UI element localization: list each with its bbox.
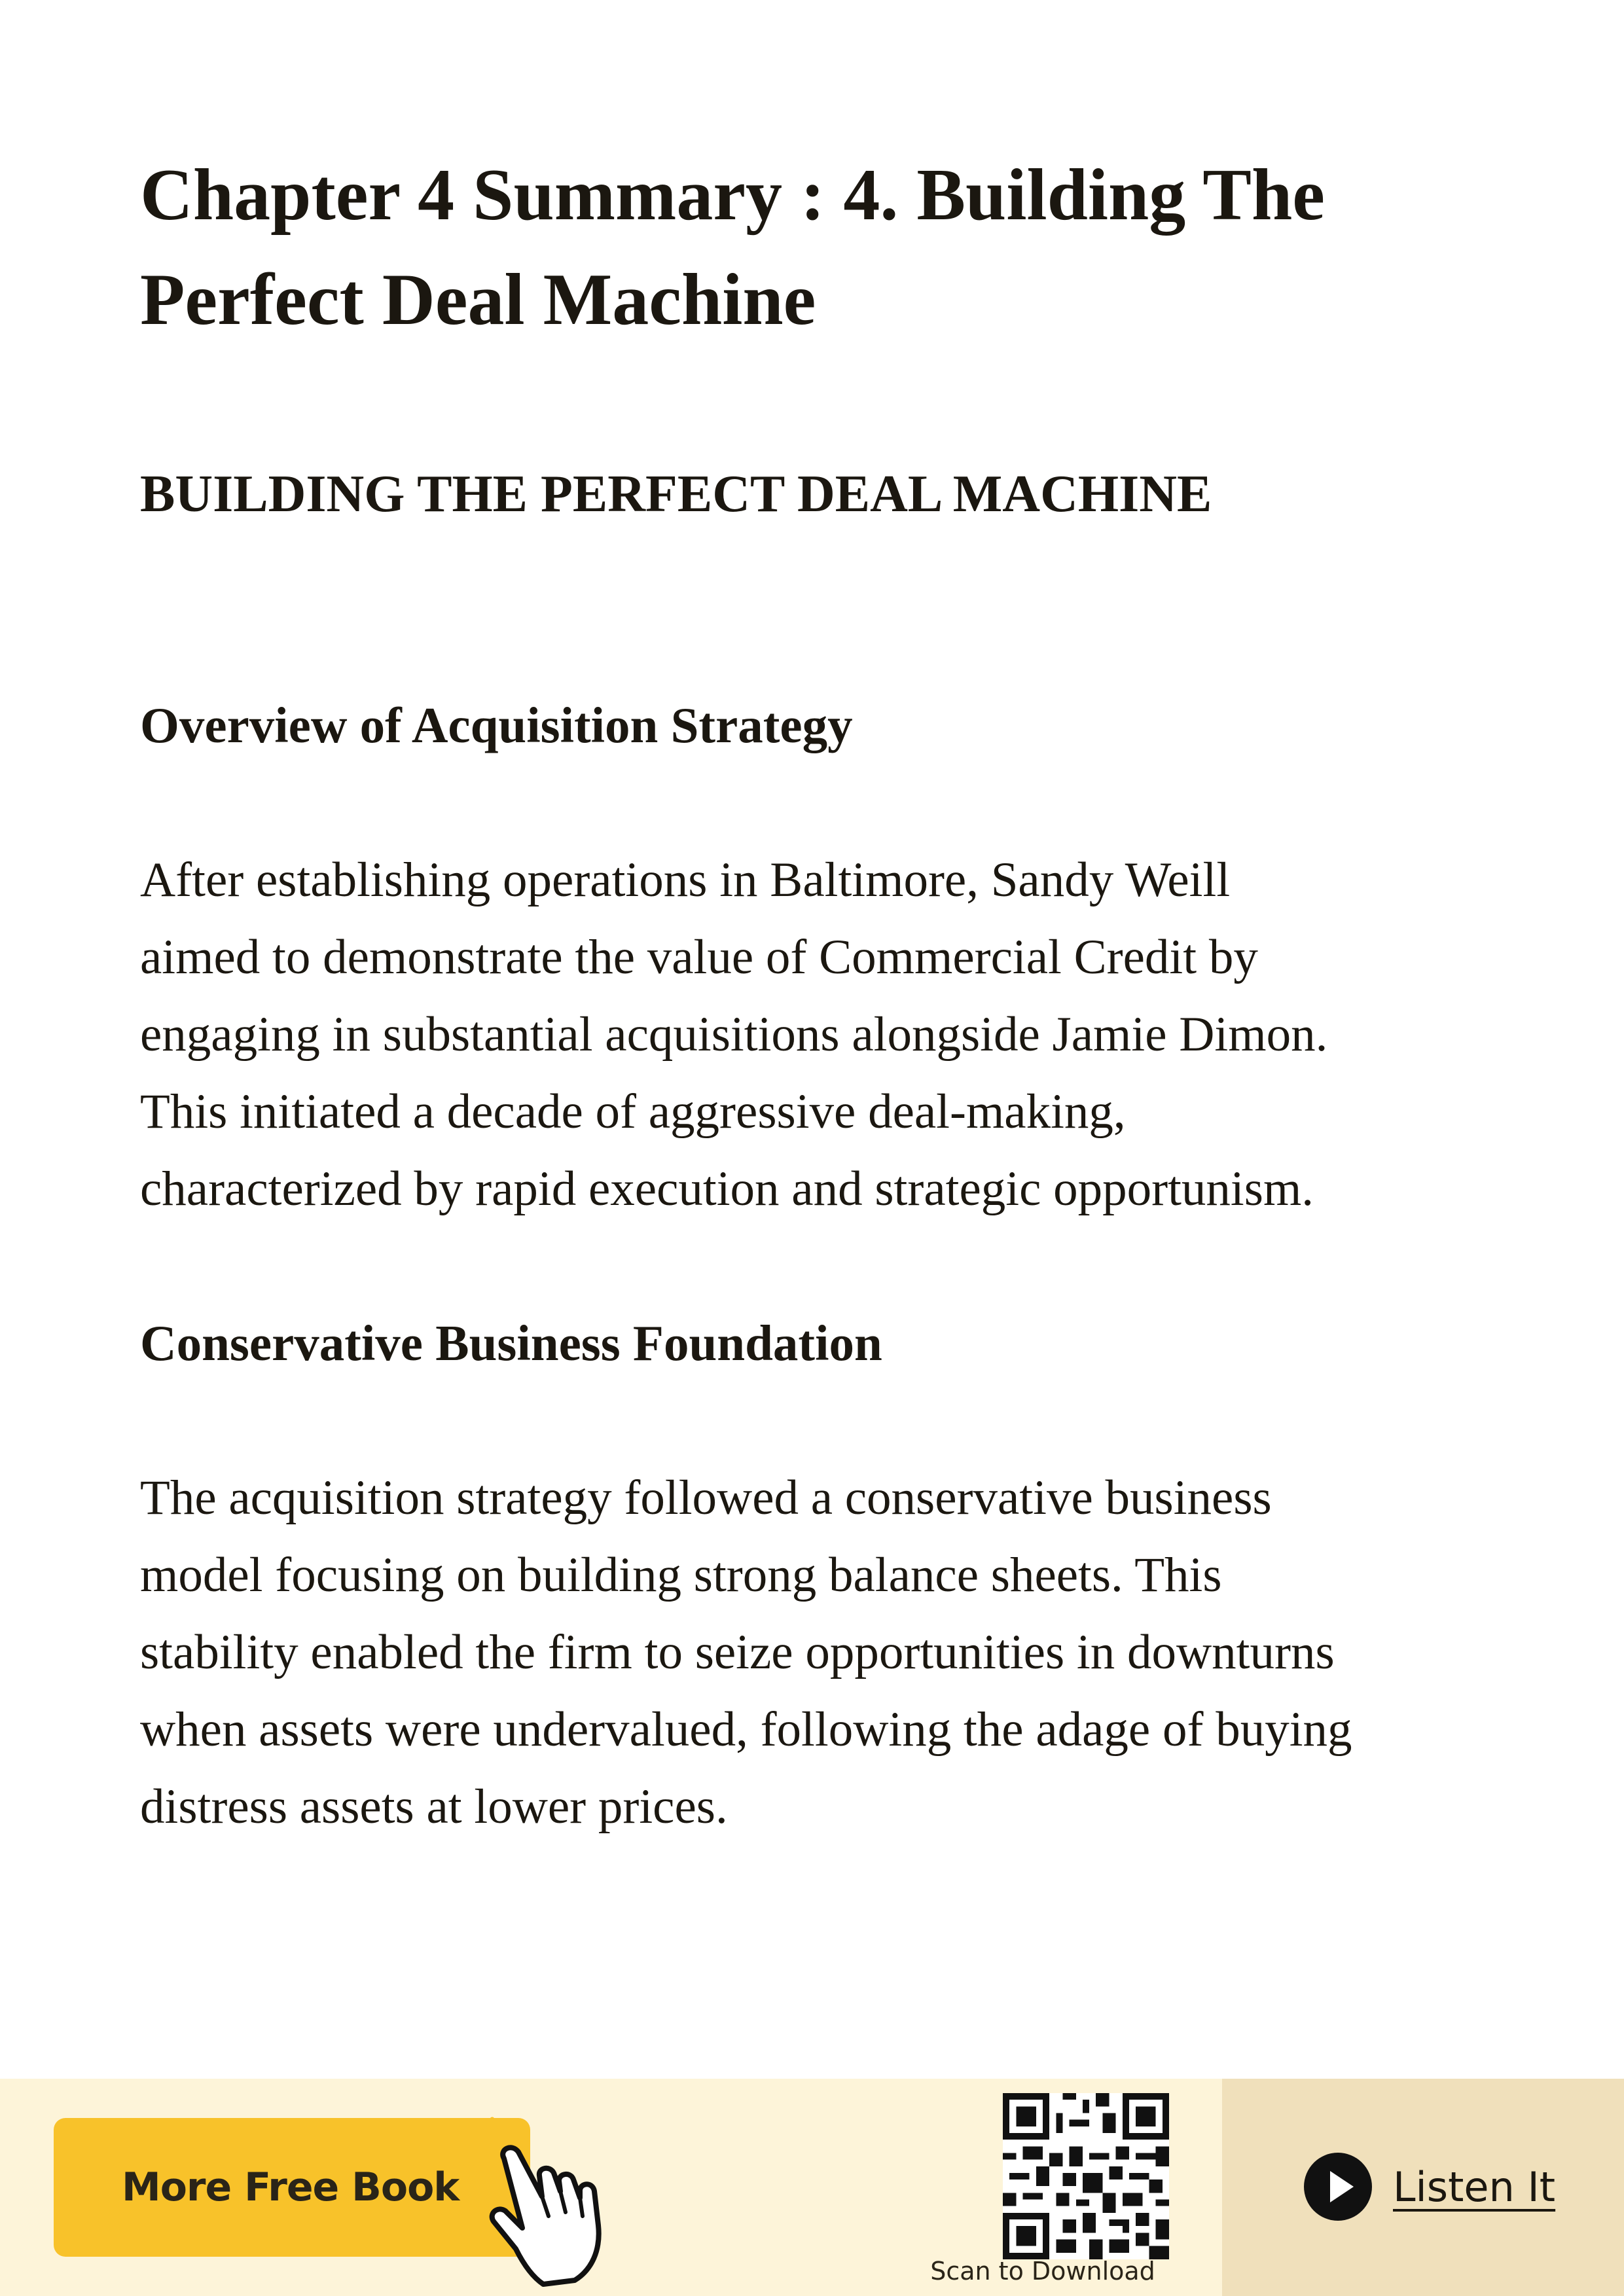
paragraph-line: stability enabled the firm to seize opportunities in downturns — [140, 1625, 1335, 1679]
paragraph-line: when assets were undervalued, following the adage of buying — [140, 1702, 1352, 1757]
chapter-title: Chapter 4 Summary : 4. Building The Perfect Deal Machine — [140, 154, 1325, 340]
qr-code[interactable] — [1003, 2093, 1169, 2259]
paragraph-line: model focusing on building strong balance sheets. This — [140, 1548, 1222, 1602]
paragraph-line: engaging in substantial acquisitions alongside Jamie Dimon. — [140, 1007, 1328, 1062]
paragraph-line: distress assets at lower prices. — [140, 1780, 728, 1834]
scan-to-download-label: Scan to Download — [930, 2257, 1155, 2286]
more-free-book-label: More Free Book — [122, 2164, 460, 2210]
paragraph-foundation — [140, 1460, 1502, 1846]
subsection-heading-overview: Overview of Acquisition Strategy — [140, 697, 853, 753]
paragraph-overview — [140, 842, 1502, 1228]
subsection-heading-foundation: Conservative Business Foundation — [140, 1315, 882, 1371]
listen-it-button[interactable] — [1303, 2151, 1555, 2223]
paragraph-line: The acquisition strategy followed a conservative business — [140, 1471, 1272, 1525]
section-heading: BUILDING THE PERFECT DEAL MACHINE — [140, 465, 1212, 523]
paragraph-line: This initiated a decade of aggressive deal-making, — [140, 1085, 1126, 1139]
paragraph-line: aimed to demonstrate the value of Commercial Credit by — [140, 930, 1258, 984]
pointing-hand-icon — [458, 2113, 622, 2289]
play-icon — [1303, 2151, 1373, 2222]
paragraph-line: characterized by rapid execution and strategic opportunism. — [140, 1162, 1314, 1216]
listen-it-label: Listen It — [1393, 2162, 1556, 2211]
paragraph-line: After establishing operations in Baltimore, Sandy Weill — [140, 853, 1231, 907]
footer-banner — [0, 2079, 1624, 2296]
